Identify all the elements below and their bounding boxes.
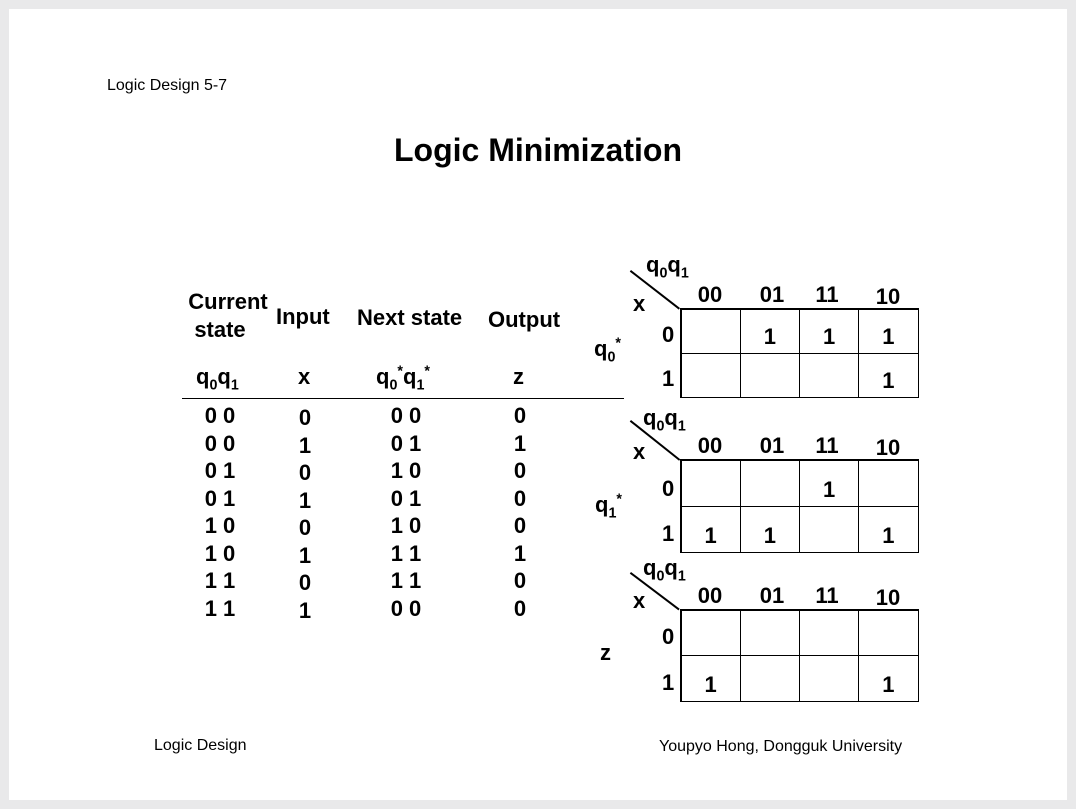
- table-cell-output: 0: [513, 595, 527, 621]
- kmap-col-label: 01: [759, 433, 785, 458]
- table-cell-current: 1 0: [204, 513, 236, 538]
- kmap-cell: 1: [681, 655, 741, 702]
- table-cell-current: 0 0: [204, 403, 236, 428]
- kmap-cell: 1: [799, 309, 859, 354]
- page-title: Logic Minimization: [394, 132, 682, 168]
- kmap-row-label: 0: [662, 624, 675, 649]
- table-cell-next: 1 0: [390, 458, 422, 483]
- kmap-cell: [681, 610, 741, 657]
- kmap-row-label: 1: [662, 521, 675, 546]
- kmap-col-label: 11: [815, 282, 839, 307]
- table-cell-next: 0 1: [390, 430, 422, 456]
- header-input: Input: [276, 304, 330, 329]
- kmap-col-label: 10: [875, 284, 901, 309]
- kmap-cell: 1: [858, 309, 918, 354]
- table-cell-current: 0 0: [204, 430, 236, 456]
- kmap-function-label: $q_1^*$: [595, 491, 622, 522]
- kmap-cell: 1: [740, 309, 800, 354]
- table-cell-input: 1: [298, 597, 312, 623]
- kmap-col-label: 10: [875, 435, 901, 460]
- header-current: Current state: [188, 289, 268, 342]
- kmap-function-label: $q_0^*$: [594, 335, 621, 366]
- kmap-col-var: $q_0q_1$: [646, 252, 689, 282]
- kmap-col-var: $q_0q_1$: [643, 555, 686, 585]
- kmap-cell: [799, 655, 859, 702]
- table-cell-current: 0 1: [204, 458, 236, 483]
- kmap-row-label: 0: [662, 322, 675, 347]
- kmap-cell: [681, 353, 741, 398]
- kmap-col-label: 01: [759, 282, 785, 307]
- kmap-cell: [799, 610, 859, 657]
- subheader-input: x: [298, 364, 311, 389]
- kmap-col-label: 10: [875, 585, 901, 610]
- kmap-cell: [740, 353, 800, 398]
- kmap-grid: [680, 609, 919, 702]
- table-cell-next: 1 1: [390, 540, 422, 566]
- table-cell-current: 0 1: [204, 485, 236, 511]
- table-cell-input: 1: [298, 432, 312, 458]
- header-next-state: Next state: [357, 305, 463, 330]
- kmap-cell: [681, 460, 741, 507]
- kmap-cell: 1: [740, 506, 800, 553]
- kmap-cell: [740, 460, 800, 507]
- kmap-row-var: x: [633, 588, 646, 613]
- table-cell-next: 1 0: [390, 513, 422, 538]
- kmap-col-label: 00: [697, 433, 723, 458]
- kmap-row-label: 1: [662, 366, 675, 391]
- table-cell-input: 0: [298, 515, 312, 540]
- table-cell-output: 1: [513, 540, 527, 566]
- kmap-cell: [740, 610, 800, 657]
- subheader-current: $q_0q_1$: [196, 364, 239, 394]
- table-cell-input: 1: [298, 542, 312, 568]
- table-cell-current: 1 0: [204, 540, 236, 566]
- kmap-cell: [799, 353, 859, 398]
- kmap-row-var: x: [633, 439, 646, 464]
- kmap-cell: [799, 506, 859, 553]
- kmap-col-var: $q_0q_1$: [643, 405, 686, 435]
- kmap-cell: [740, 655, 800, 702]
- kmap-cell: 1: [858, 506, 918, 553]
- kmap-col-label: 00: [697, 282, 723, 307]
- footer-left: Logic Design: [154, 737, 247, 754]
- table-cell-output: 0: [513, 513, 527, 538]
- table-cell-output: 1: [513, 430, 527, 456]
- table-cell-input: 1: [298, 487, 312, 513]
- kmap-row-label: 1: [662, 670, 675, 695]
- subheader-output: z: [513, 364, 524, 389]
- kmap-col-label: 00: [697, 583, 723, 608]
- table-cell-next: 0 0: [390, 403, 422, 428]
- kmap-cell: [858, 460, 918, 507]
- kmap-cell: 1: [858, 353, 918, 398]
- kmap-grid: [680, 459, 919, 553]
- kmap-col-label: 11: [815, 433, 839, 458]
- kmap-cell: 1: [681, 506, 741, 553]
- table-cell-next: 1 1: [390, 568, 422, 593]
- table-cell-output: 0: [513, 458, 527, 483]
- header-output: Output: [488, 307, 561, 332]
- kmap-cell: [681, 309, 741, 354]
- table-cell-input: 0: [298, 405, 312, 430]
- table-cell-output: 0: [513, 403, 527, 428]
- table-cell-output: 0: [513, 568, 527, 593]
- table-cell-current: 1 1: [204, 595, 236, 621]
- kmap-function-label: z: [600, 640, 611, 665]
- kmap-col-label: 01: [759, 583, 785, 608]
- header-note: Logic Design 5-7: [107, 77, 228, 94]
- kmap-row-label: 0: [662, 476, 675, 501]
- subheader-next: $q_0^*q_1^*$: [376, 363, 430, 394]
- table-cell-next: 0 1: [390, 485, 422, 511]
- kmap-grid: [680, 308, 919, 398]
- kmap-cell: 1: [858, 655, 918, 702]
- table-cell-output: 0: [513, 485, 527, 511]
- table-cell-input: 0: [298, 460, 312, 485]
- table-cell-input: 0: [298, 570, 312, 595]
- footer-right: Youpyo Hong, Dongguk University: [659, 738, 903, 755]
- kmap-row-var: x: [633, 291, 646, 316]
- table-cell-current: 1 1: [204, 568, 236, 593]
- kmap-cell: [858, 610, 918, 657]
- kmap-col-label: 11: [815, 583, 839, 608]
- kmap-cell: 1: [799, 460, 859, 507]
- table-cell-next: 0 0: [390, 595, 422, 621]
